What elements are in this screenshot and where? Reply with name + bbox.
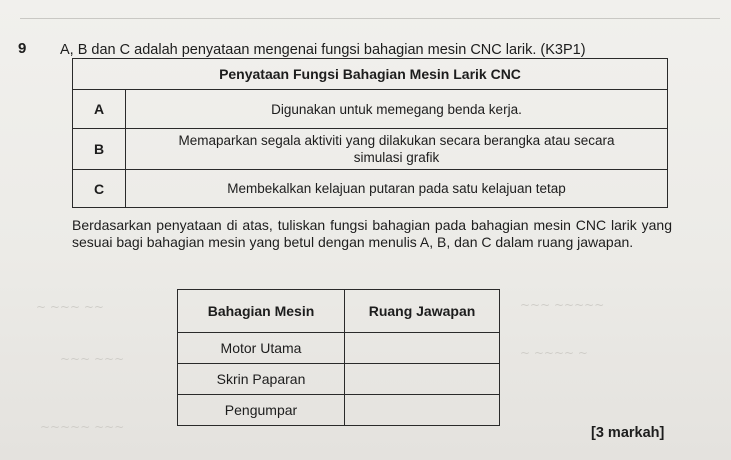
question-number: 9 bbox=[18, 40, 27, 57]
row-label: A bbox=[73, 90, 126, 129]
bleed-through-text: ~ ~~~ ~~ bbox=[36, 300, 104, 314]
col-header-answer: Ruang Jawapan bbox=[345, 290, 500, 333]
row-statement-line-2: simulasi grafik bbox=[353, 150, 440, 165]
table-row bbox=[178, 333, 500, 364]
table-row bbox=[178, 395, 500, 426]
answer-table bbox=[177, 289, 500, 426]
instruction-text: Berdasarkan penyataan di atas, tuliskan fungsi bahagian pada bahagian mesin CNC larik yang sesuai bagi bahagian mesin yang betul dengan menulis A, B, dan C dalam ruang jawapan. bbox=[72, 217, 672, 250]
row-statement bbox=[126, 129, 668, 170]
bleed-through-text: ~~~ ~~~ bbox=[60, 352, 125, 366]
answer-cell[interactable] bbox=[345, 364, 500, 395]
row-statement: Digunakan untuk memegang benda kerja. bbox=[126, 90, 668, 129]
top-rule bbox=[20, 18, 720, 19]
marks-label: [3 markah] bbox=[591, 425, 665, 441]
part-name: Skrin Paparan bbox=[178, 364, 345, 395]
answer-cell[interactable] bbox=[345, 395, 500, 426]
statement-table bbox=[72, 58, 668, 208]
bleed-through-text: ~ ~~~~ ~ bbox=[520, 346, 588, 360]
row-label: B bbox=[73, 129, 126, 170]
table-row bbox=[73, 129, 668, 170]
row-statement-line-1: Memaparkan segala aktiviti yang dilakukan secara berangka atau secara bbox=[178, 133, 615, 148]
row-label: C bbox=[73, 170, 126, 208]
part-name: Motor Utama bbox=[178, 333, 345, 364]
part-name: Pengumpar bbox=[178, 395, 345, 426]
statement-table-heading: Penyataan Fungsi Bahagian Mesin Larik CNC bbox=[73, 59, 668, 90]
bleed-through-text: ~~~ ~~~~~ bbox=[520, 298, 605, 312]
row-statement: Membekalkan kelajuan putaran pada satu kelajuan tetap bbox=[126, 170, 668, 208]
table-row bbox=[73, 170, 668, 208]
bleed-through-text: ~~~~~ ~~~ bbox=[40, 420, 125, 434]
table-row bbox=[73, 90, 668, 129]
question-text: A, B dan C adalah penyataan mengenai fungsi bahagian mesin CNC larik. (K3P1) bbox=[60, 42, 586, 58]
table-row bbox=[178, 364, 500, 395]
answer-cell[interactable] bbox=[345, 333, 500, 364]
col-header-part: Bahagian Mesin bbox=[178, 290, 345, 333]
